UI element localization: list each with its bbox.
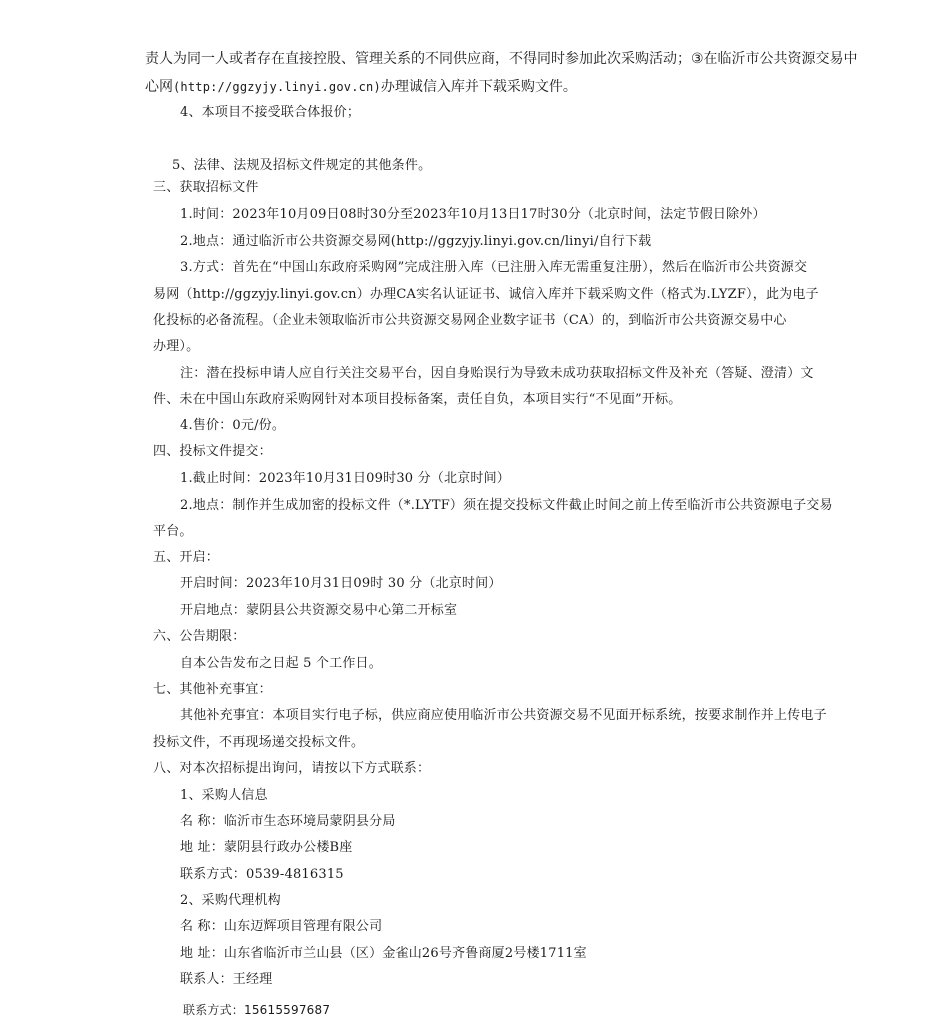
s8-buyer-contact: 联系方式：0539-4816315 [180,867,344,882]
item-5: 5、法律、法规及招标文件规定的其他条件。 [172,158,432,173]
s8-agent-name: 名 称：山东迈辉项目管理有限公司 [180,919,383,934]
s3-note-line-1: 注：潜在投标申请人应自行关注交易平台，因自身贻误行为导致未成功获取招标文件及补充（答疑、澄清）文 [180,366,814,381]
s3-place: 2.地点：通过临沂市公共资源交易网(http://ggzyjy.linyi.gov.cn/linyi/自行下载 [180,234,652,249]
s8-agent-phone: 联系方式：15615597687 [183,1003,331,1017]
s7-body-line-2: 投标文件，不再现场递交投标文件。 [153,735,365,750]
s8-buyer-address: 地 址：蒙阴县行政办公楼B座 [180,840,353,855]
s3-price: 4.售价：0元/份。 [180,418,286,433]
s3-method-line-2: 易网（http://ggzyjy.linyi.gov.cn）办理CA实名认证证书、诚信入库并下载采购文件（格式为.LYZF），此为电子 [153,287,819,302]
s6-body: 自本公告发布之日起 5 个工作日。 [180,656,382,671]
s7-body-line-1: 其他补充事宜：本项目实行电子标，供应商应使用临沂市公共资源交易不见面开标系统，按要求制作并上传电子 [180,708,827,723]
s3-note-line-2: 件、未在中国山东政府采购网针对本项目投标备案，责任自负，本项目实行“不见面”开标。 [153,392,682,407]
section-6-heading: 六、公告期限： [153,629,246,644]
intro-line-2-a: 心网 [145,79,173,95]
s8-agent-person: 联系人：王经理 [180,972,273,987]
intro-line-2-b: 办理诚信入库并下载采购文件。 [380,79,577,95]
s3-method-line-3: 化投标的必备流程。（企业未领取临沂市公共资源交易网企业数字证书（CA）的，到临沂市公共资源交易中心 [153,313,787,328]
intro-line-1: 责人为同一人或者存在直接控股、管理关系的不同供应商，不得同时参加此次采购活动；③在临沂市公共资源交易中 [145,51,858,67]
s5-place: 开启地点：蒙阴县公共资源交易中心第二开标室 [180,603,458,618]
s4-deadline: 1.截止时间：2023年10月31日09时30 分（北京时间） [180,471,510,486]
s3-method-line-1: 3.方式：首先在“中国山东政府采购网”完成注册入库（已注册入库无需重复注册），然后在临沂市公共资源交 [180,260,808,275]
intro-url: (http://ggzyjy.linyi.gov.cn) [173,80,381,94]
s8-agent-heading: 2、采购代理机构 [180,893,281,908]
s3-method-line-4: 办理）。 [153,339,200,354]
section-3-heading: 三、获取招标文件 [153,180,259,195]
s3-time: 1.时间：2023年10月09日08时30分至2023年10月13日17时30分（北京时间，法定节假日除外） [180,207,766,222]
intro-line-2 [145,78,577,97]
section-5-heading: 五、开启： [153,550,220,565]
s4-place-line-1: 2.地点：制作并生成加密的投标文件（*.LYTF）须在提交投标文件截止时间之前上传至临沂市公共资源电子交易 [180,498,833,513]
section-4-heading: 四、投标文件提交： [153,444,272,459]
s8-buyer-name: 名 称：临沂市生态环境局蒙阴县分局 [180,814,396,829]
s8-buyer-heading: 1、采购人信息 [180,788,268,803]
s4-place-line-2: 平台。 [153,524,193,539]
s5-time: 开启时间：2023年10月31日09时 30 分（北京时间） [180,576,502,591]
section-7-heading: 七、其他补充事宜： [153,682,272,697]
item-4: 4、本项目不接受联合体报价； [180,105,361,120]
section-8-heading: 八、对本次招标提出询问，请按以下方式联系： [153,761,431,776]
s8-agent-address: 地 址：山东省临沂市兰山县（区）金雀山26号齐鲁商厦2号楼1711室 [180,946,587,961]
